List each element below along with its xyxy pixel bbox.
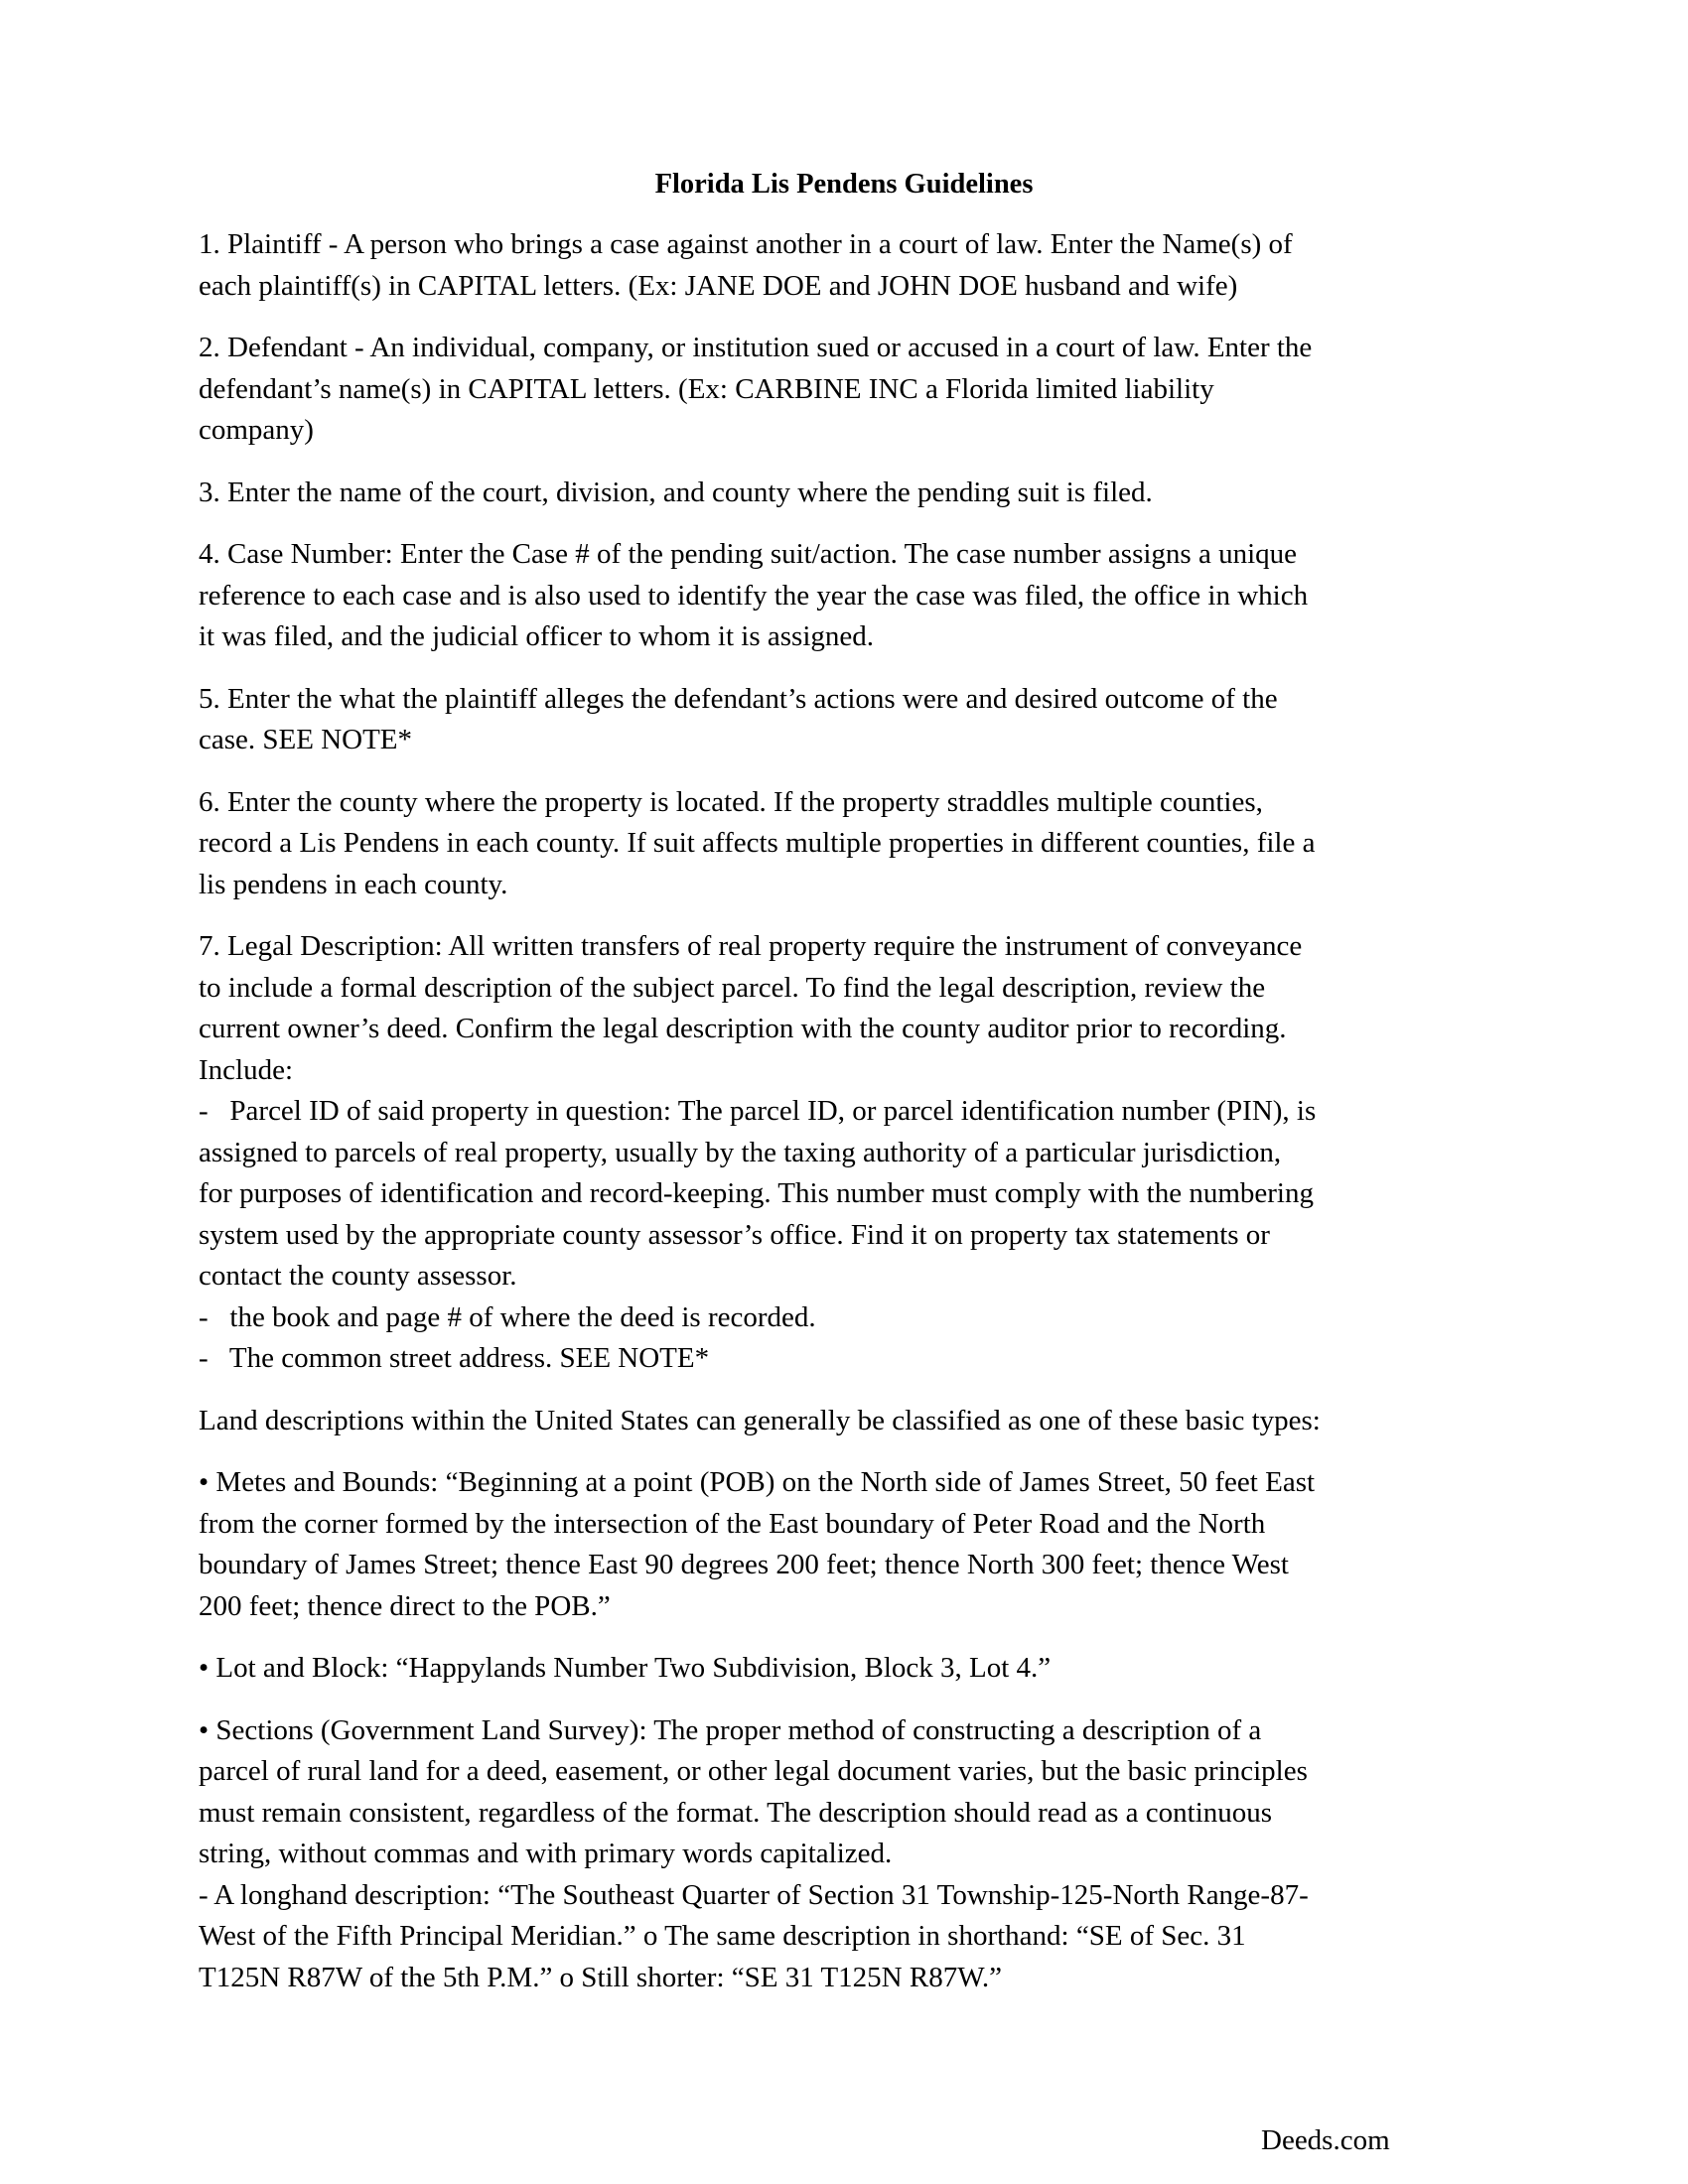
text-line: current owner’s deed. Confirm the legal description with the county auditor prior to recording.: [199, 1013, 1287, 1044]
text-line: 1. Plaintiff - A person who brings a case against another in a court of law. Enter the Name(s) of: [199, 228, 1293, 260]
text-line: system used by the appropriate county assessor’s office. Find it on property tax statements or: [199, 1218, 1270, 1251]
text-line: 7. Legal Description: All written transfers of real property require the instrument of conveyance: [199, 930, 1303, 962]
text-line: must remain consistent, regardless of the format. The description should read as a continuous: [199, 1796, 1273, 1829]
text-line: • Sections (Government Land Survey): The proper method of constructing a description of a: [199, 1713, 1262, 1746]
paragraph: [199, 328, 1489, 452]
text-line: West of the Fifth Principal Meridian.” o The same description in shorthand: “SE of Sec. 31: [199, 1920, 1246, 1952]
text-line: record a Lis Pendens in each county. If suit affects multiple properties in different counties, file a: [199, 827, 1316, 859]
text-line: assigned to parcels of real property, usually by the taxing authority of a particular jurisdiction,: [199, 1136, 1282, 1168]
text-line: 3. Enter the name of the court, division, and county where the pending suit is filed.: [199, 476, 1153, 508]
paragraph: [199, 782, 1489, 906]
paragraph: [199, 1648, 1489, 1690]
text-line: case. SEE NOTE*: [199, 724, 413, 755]
text-line: Land descriptions within the United States can generally be classified as one of these basic types:: [199, 1404, 1321, 1436]
text-line: string, without commas and with primary words capitalized.: [199, 1838, 893, 1869]
text-line: 200 feet; thence direct to the POB.”: [199, 1589, 611, 1622]
text-line: T125N R87W of the 5th P.M.” o Still shorter: “SE 31 T125N R87W.”: [199, 1961, 1003, 1993]
text-line: for purposes of identification and record-keeping. This number must comply with the numbering: [199, 1177, 1314, 1209]
text-line: from the corner formed by the intersection of the East boundary of Peter Road and the North: [199, 1507, 1266, 1540]
text-line: contact the county assessor.: [199, 1260, 517, 1292]
text-line: reference to each case and is also used to identify the year the case was filed, the office in which: [199, 579, 1309, 612]
text-line: company): [199, 414, 314, 446]
text-line: - A longhand description: “The Southeast Quarter of Section 31 Township-125-North Range-87-: [199, 1878, 1309, 1911]
page-title: Florida Lis Pendens Guidelines: [654, 169, 1034, 200]
footer-brand: Deeds.com: [1261, 2124, 1390, 2156]
text-line: - The common street address. SEE NOTE*: [199, 1342, 710, 1374]
paragraph: [199, 1710, 1489, 1999]
document-body: [199, 224, 1489, 2019]
text-line: 2. Defendant - An individual, company, or institution sued or accused in a court of law. Enter the: [199, 332, 1313, 363]
text-line: • Lot and Block: “Happylands Number Two Subdivision, Block 3, Lot 4.”: [199, 1652, 1052, 1684]
paragraph: [199, 926, 1489, 1380]
text-line: parcel of rural land for a deed, easement, or other legal document varies, but the basic principles: [199, 1755, 1308, 1787]
text-line: Include:: [199, 1053, 294, 1086]
paragraph: [199, 1462, 1489, 1627]
paragraph: [199, 679, 1489, 761]
text-line: 4. Case Number: Enter the Case # of the pending suit/action. The case number assigns a unique: [199, 538, 1298, 570]
text-line: to include a formal description of the subject parcel. To find the legal description, review the: [199, 971, 1266, 1004]
text-line: boundary of James Street; thence East 90 degrees 200 feet; thence North 300 feet; thence West: [199, 1549, 1289, 1580]
text-line: it was filed, and the judicial officer to whom it is assigned.: [199, 620, 875, 652]
paragraph: [199, 534, 1489, 658]
text-line: each plaintiff(s) in CAPITAL letters. (Ex: JANE DOE and JOHN DOE husband and wife): [199, 269, 1238, 302]
paragraph: [199, 1401, 1489, 1442]
text-line: 6. Enter the county where the property is located. If the property straddles multiple counties,: [199, 785, 1263, 818]
paragraph: [199, 473, 1489, 514]
text-line: - Parcel ID of said property in question: The parcel ID, or parcel identification number (PIN), is: [199, 1095, 1317, 1127]
text-line: 5. Enter the what the plaintiff alleges the defendant’s actions were and desired outcome of the: [199, 682, 1278, 715]
text-line: - the book and page # of where the deed is recorded.: [199, 1300, 816, 1333]
text-line: • Metes and Bounds: “Beginning at a point (POB) on the North side of James Street, 50 feet East: [199, 1466, 1316, 1498]
paragraph: [199, 224, 1489, 307]
text-line: defendant’s name(s) in CAPITAL letters. (Ex: CARBINE INC a Florida limited liability: [199, 372, 1214, 405]
text-line: lis pendens in each county.: [199, 868, 508, 900]
